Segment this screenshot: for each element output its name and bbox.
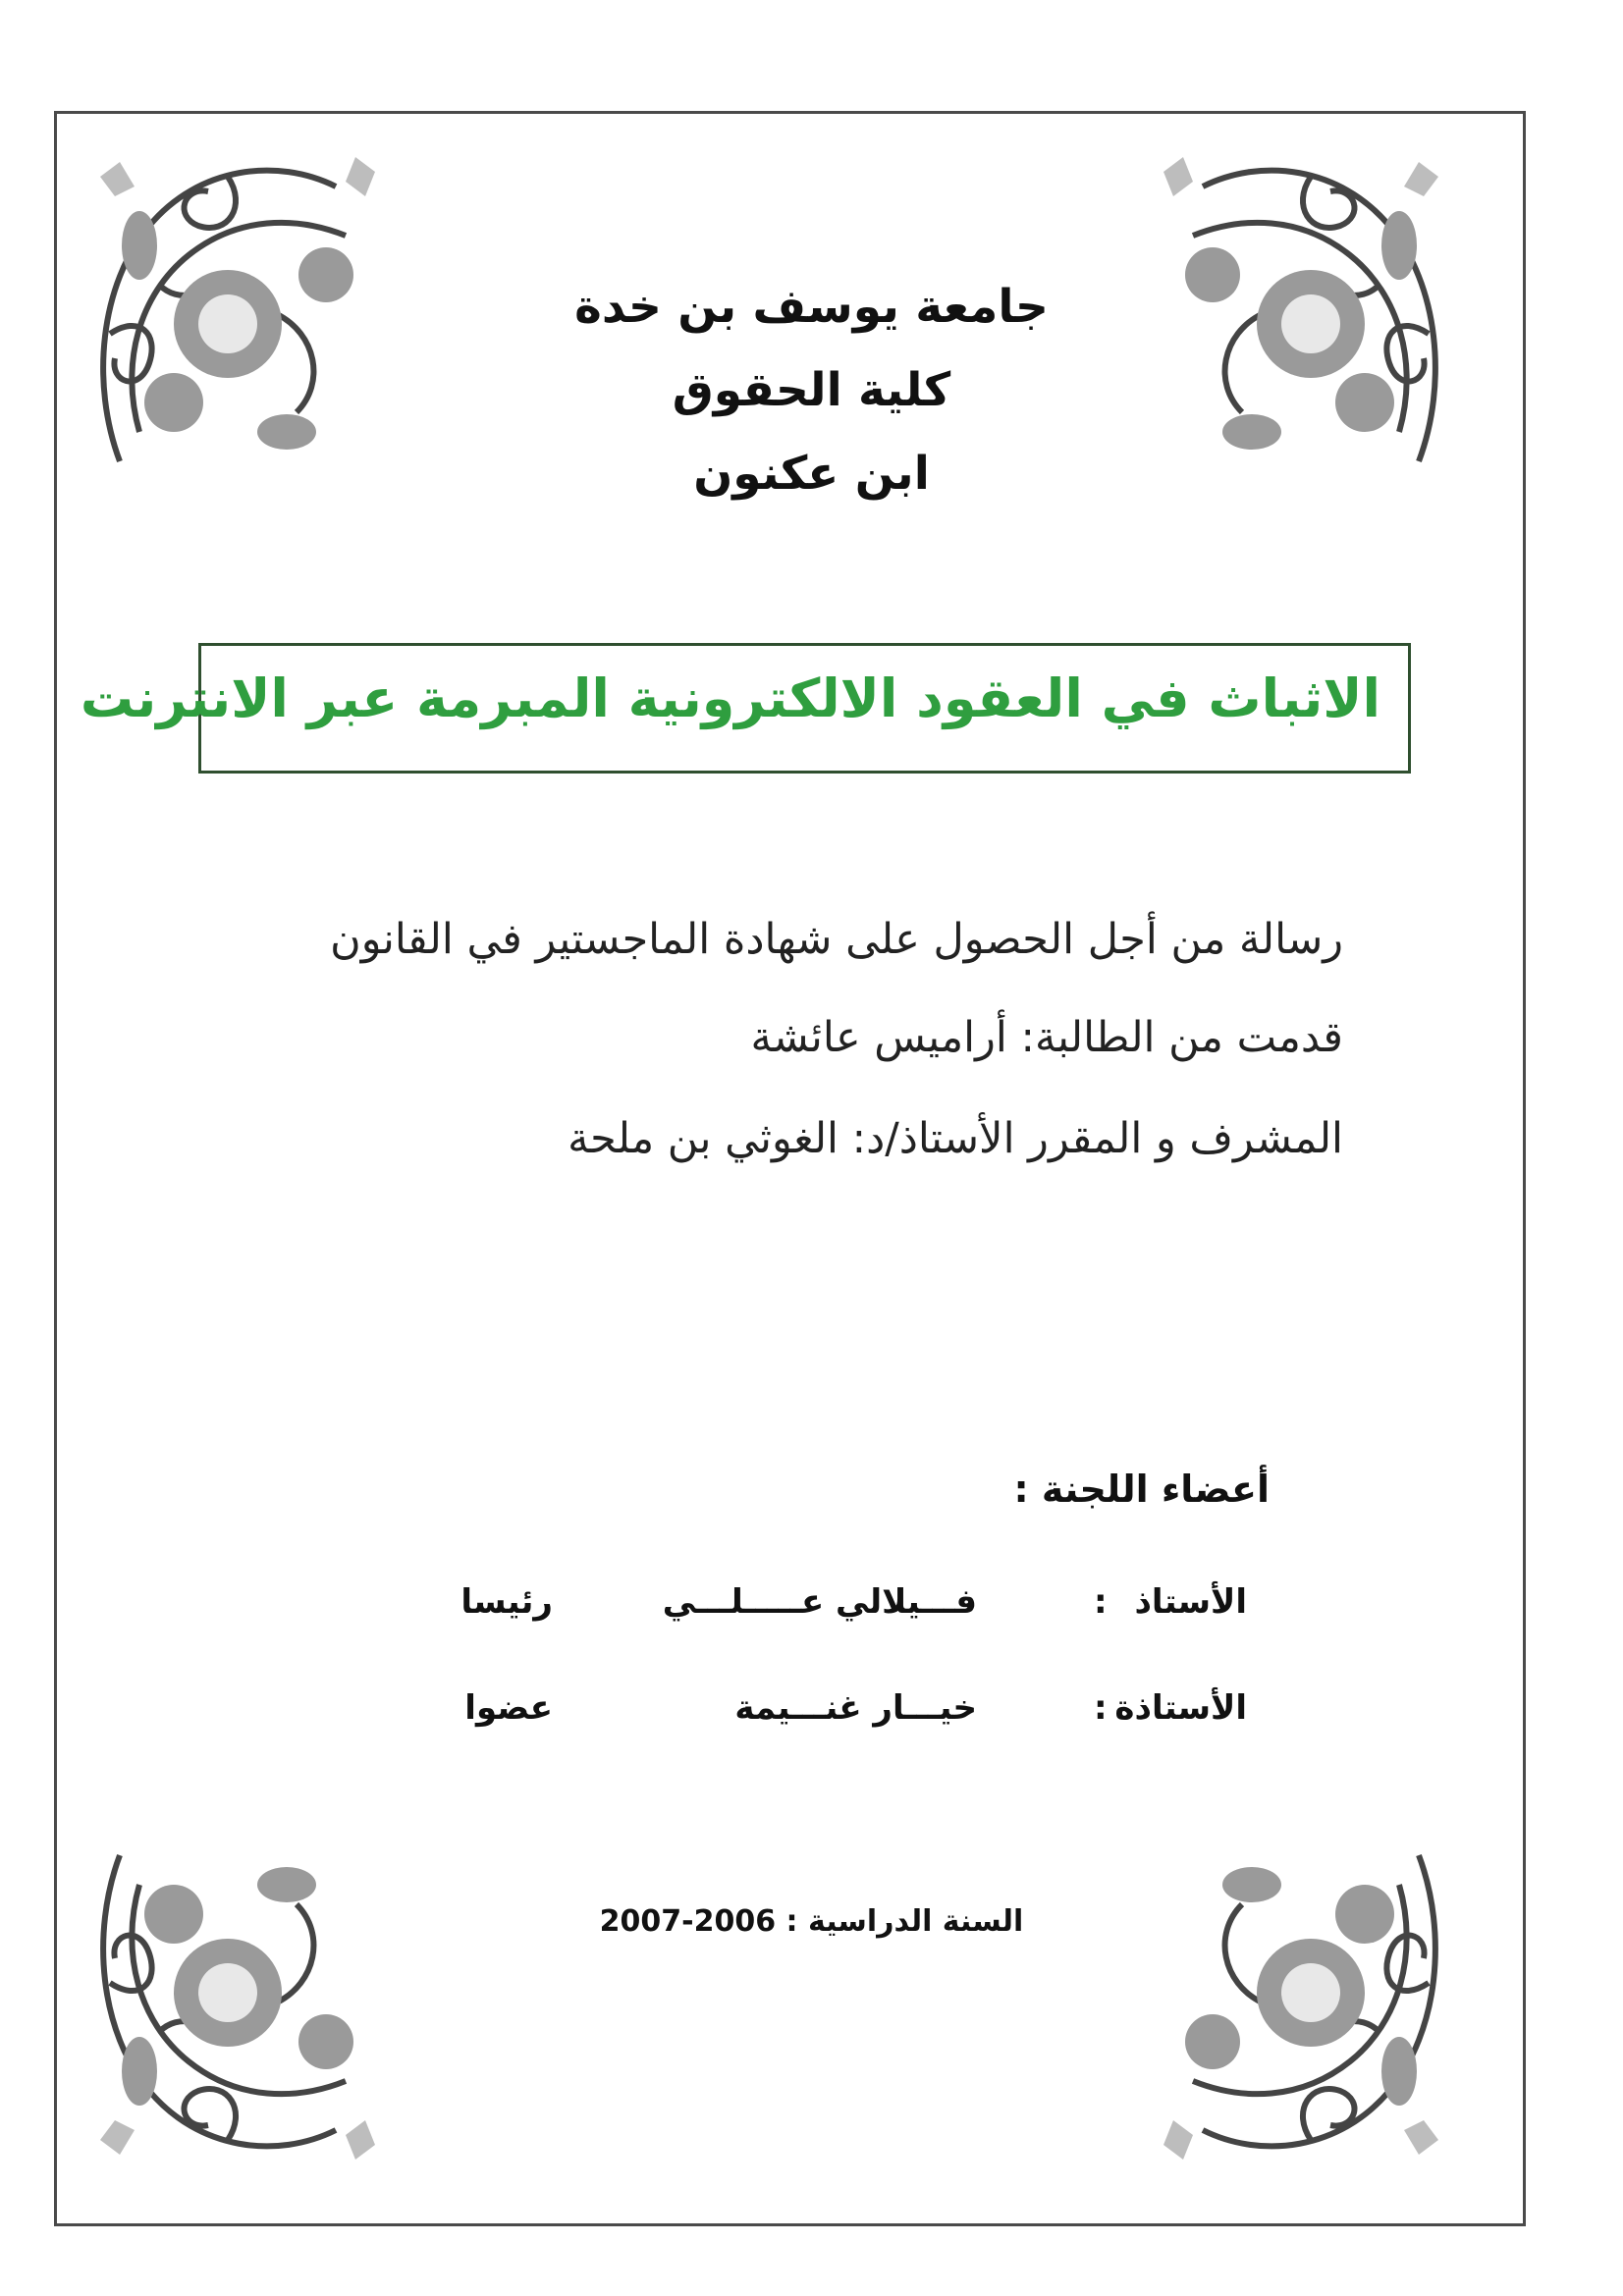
- committee-member-name: فـــيلالي عـــــلـــي: [662, 1582, 977, 1622]
- degree-statement: رسالة من أجل الحصول على شهادة الماجستير في القانون: [330, 915, 1343, 964]
- corner-ornament-bottom-right: [1144, 1816, 1458, 2179]
- floral-ornament-icon: [1144, 1816, 1458, 2179]
- corner-ornament-bottom-left: [81, 1816, 395, 2179]
- committee-member-title: الأستاذة: [1114, 1688, 1247, 1728]
- university-name: جامعة يوسف بن خدة: [574, 280, 1049, 334]
- committee-member-title: الأستاذ: [1134, 1582, 1247, 1622]
- committee-heading: أعضاء اللجنة :: [1013, 1468, 1270, 1511]
- floral-ornament-icon: [81, 1816, 395, 2179]
- committee-member-role: عضوا: [464, 1688, 553, 1728]
- thesis-title: الاثباث في العقود الالكترونية المبرمة عبر الانترنت: [80, 667, 1380, 729]
- committee-member-name: خيـــار غنـــيمة: [734, 1688, 977, 1728]
- committee-member-colon: :: [1094, 1688, 1108, 1728]
- supervisor-line: المشرف و المقرر الأستاذ/د: الغوثي بن ملحة: [568, 1114, 1343, 1163]
- student-line: قدمت من الطالبة: أراميس عائشة: [750, 1013, 1343, 1062]
- committee-member-colon: :: [1094, 1582, 1108, 1622]
- thesis-title-box: [80, 643, 1411, 774]
- campus-name: ابن عكنون: [693, 447, 930, 501]
- faculty-name: كلية الحقوق: [672, 363, 951, 417]
- academic-year: السنة الدراسية : 2006-2007: [599, 1904, 1024, 1939]
- committee-member-role: رئيسا: [460, 1582, 553, 1622]
